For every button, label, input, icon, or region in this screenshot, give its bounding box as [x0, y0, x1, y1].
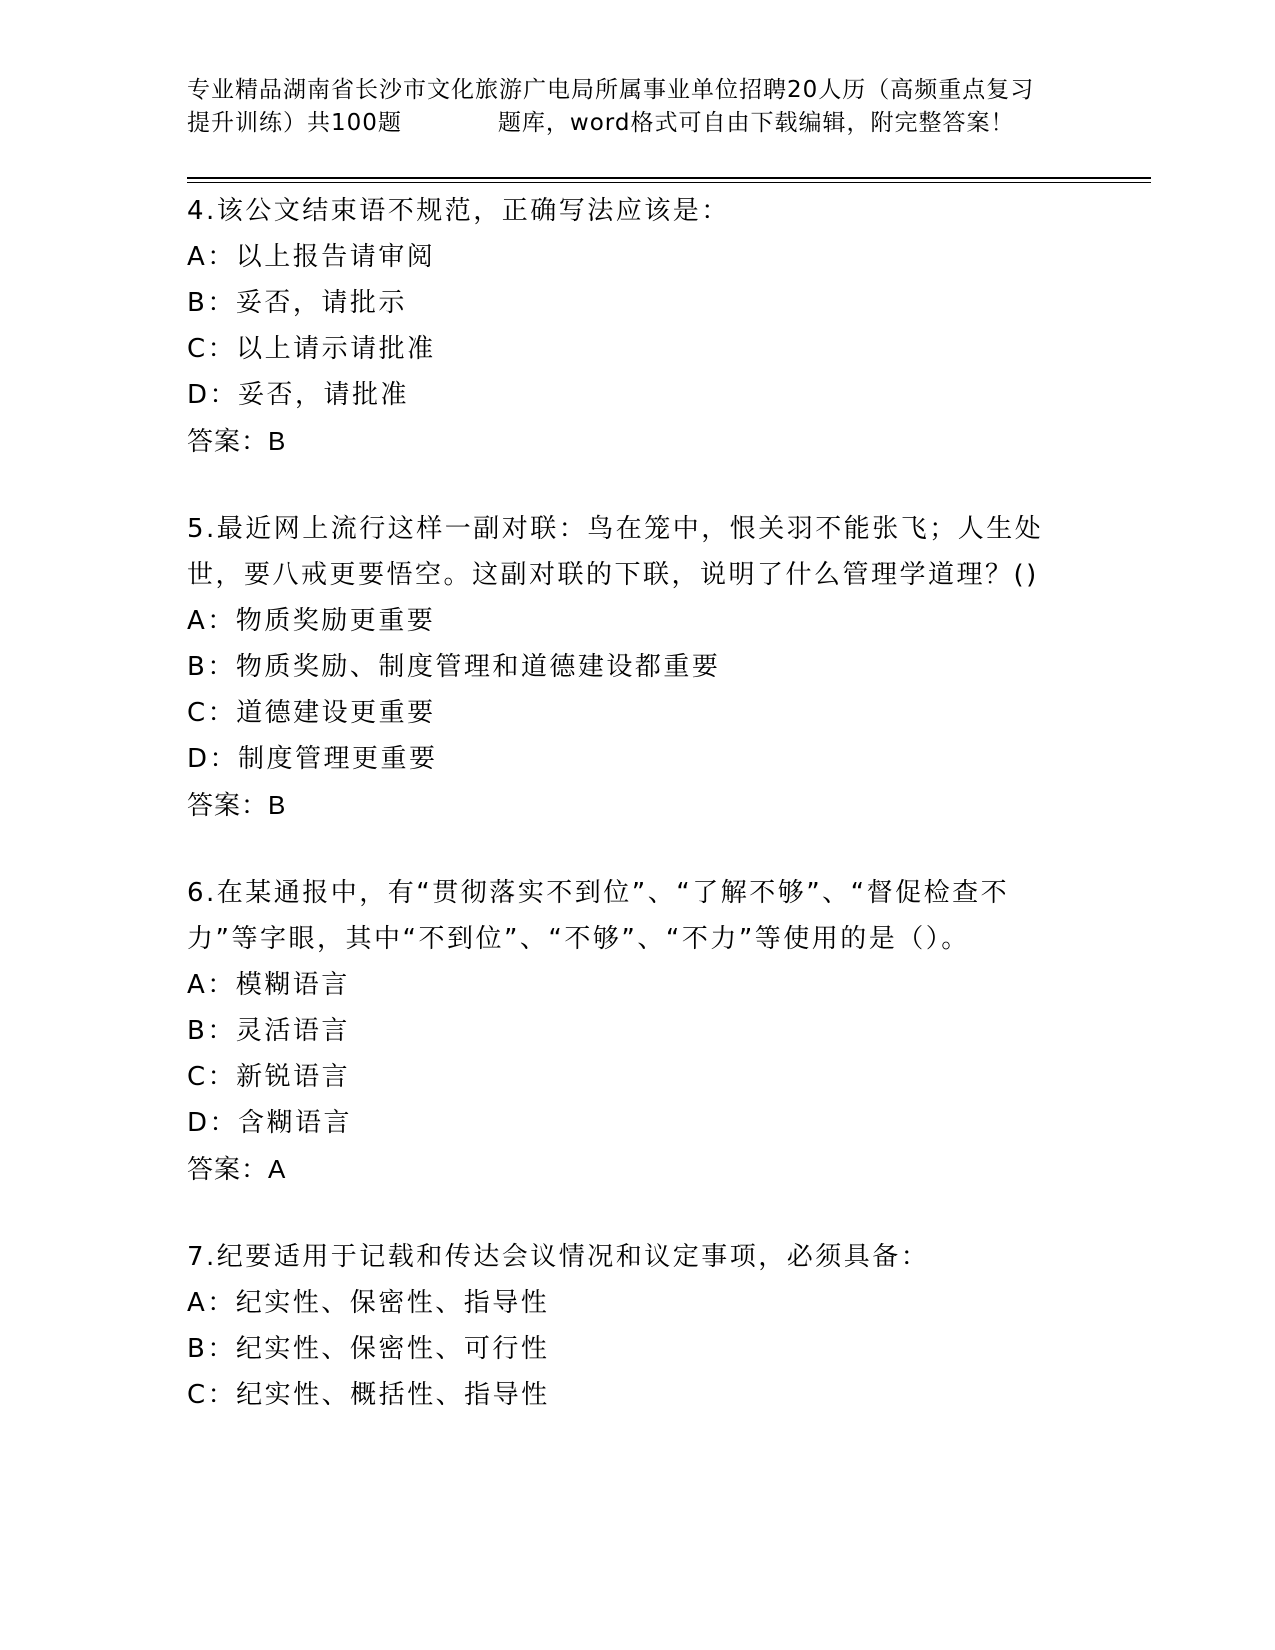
header-title-line-2-right: 题库，word格式可自由下载编辑，附完整答案！	[497, 110, 1015, 136]
header-divider-thick	[187, 177, 1151, 179]
answer-label: 答案：B	[187, 426, 287, 456]
question-4	[187, 188, 1077, 464]
option-b: B：纪实性、保密性、可行性	[187, 1334, 550, 1364]
header-title-line-1: 专业精品湖南省长沙市文化旅游广电局所属事业单位招聘20人历（高频重点复习	[187, 77, 1035, 103]
option-b: B：物质奖励、制度管理和道德建设都重要	[187, 652, 721, 682]
option-d: D：妥否，请批准	[187, 380, 410, 410]
header-title-line-2	[187, 107, 1087, 140]
option-b: B：灵活语言	[187, 1016, 350, 1046]
option-c: C：以上请示请批准	[187, 334, 436, 364]
option-c: C：新锐语言	[187, 1062, 351, 1092]
option-b: B：妥否，请批示	[187, 288, 407, 318]
document-header	[187, 74, 1087, 140]
question-text: 5.最近网上流行这样一副对联：鸟在笼中，恨关羽不能张飞；人生处世，要八戒更要悟空。这副对联的下联，说明了什么管理学道理？()	[187, 514, 1044, 590]
option-c: C：纪实性、概括性、指导性	[187, 1380, 550, 1410]
option-c: C：道德建设更重要	[187, 698, 436, 728]
question-text: 7.纪要适用于记载和传达会议情况和议定事项，必须具备：	[187, 1242, 930, 1272]
question-list	[187, 188, 1077, 1460]
question-7	[187, 1234, 1077, 1418]
question-6	[187, 870, 1077, 1192]
question-text: 4.该公文结束语不规范，正确写法应该是：	[187, 196, 730, 226]
option-a: A：模糊语言	[187, 970, 350, 1000]
answer-label: 答案：B	[187, 790, 287, 820]
question-5	[187, 506, 1077, 828]
option-a: A：以上报告请审阅	[187, 242, 436, 272]
option-d: D：制度管理更重要	[187, 744, 438, 774]
answer-label: 答案：A	[187, 1154, 287, 1184]
option-a: A：纪实性、保密性、指导性	[187, 1288, 550, 1318]
option-a: A：物质奖励更重要	[187, 606, 436, 636]
header-title-line-2-left: 提升训练）共100题	[187, 110, 402, 136]
header-divider-thin	[187, 182, 1151, 183]
question-text: 6.在某通报中，有“贯彻落实不到位”、“了解不够”、“督促检查不力”等字眼，其中“不到位”、“不够”、“不力”等使用的是（）。	[187, 878, 1010, 954]
option-d: D：含糊语言	[187, 1108, 353, 1138]
